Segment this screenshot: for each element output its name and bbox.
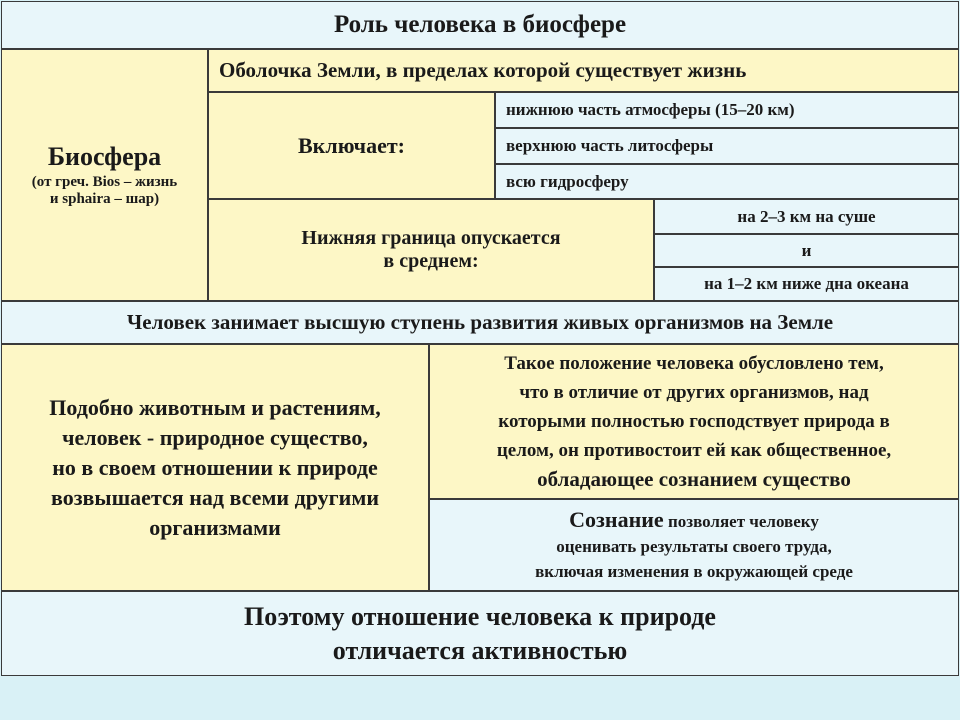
position-line-5: обладающее сознанием существо bbox=[537, 467, 851, 491]
biosphere-cell bbox=[1, 49, 208, 301]
consciousness-term: Сознание bbox=[569, 506, 664, 532]
conclusion-cell bbox=[1, 591, 959, 676]
consciousness-line-3: включая изменения в окружающей среде bbox=[535, 561, 853, 581]
lower-boundary-item-text: и bbox=[801, 240, 812, 260]
lower-boundary-item bbox=[654, 234, 959, 267]
lower-boundary-item-text: на 2–3 км на суше bbox=[737, 206, 876, 226]
position-cell bbox=[429, 344, 959, 499]
definition-cell bbox=[208, 49, 959, 92]
lower-boundary-item-text: на 1–2 км ниже дна океана bbox=[704, 274, 909, 293]
title-cell bbox=[1, 1, 959, 49]
biosphere-etymology-1: (от греч. Bios – жизнь bbox=[31, 174, 178, 190]
human-statement: Человек занимает высшую ступень развития живых организмов на Земле bbox=[126, 310, 834, 334]
nature-being-line-3: но в своем отношении к природе bbox=[52, 454, 378, 480]
position-line-1: Такое положение человека обусловлено тем, bbox=[504, 353, 884, 374]
biosphere-term: Биосфера bbox=[47, 142, 162, 171]
includes-item-text: верхнюю часть литосферы bbox=[506, 136, 714, 155]
consciousness-line-1 bbox=[569, 507, 819, 534]
conclusion-line-2: отличается активностью bbox=[332, 635, 628, 665]
lower-boundary-item bbox=[654, 199, 959, 234]
human-statement-cell bbox=[1, 301, 959, 344]
definition-text: Оболочка Земли, в пределах которой существует жизнь bbox=[219, 58, 747, 82]
includes-label: Включает: bbox=[298, 132, 405, 158]
consciousness-line-1-rest: позволяет человеку bbox=[663, 511, 819, 531]
includes-label-cell bbox=[208, 92, 495, 199]
conclusion-line-1: Поэтому отношение человека к природе bbox=[244, 601, 716, 631]
nature-being-line-1: Подобно животным и растениям, bbox=[49, 394, 381, 420]
includes-item bbox=[495, 128, 959, 164]
position-line-4: целом, он противостоит ей как общественное, bbox=[496, 440, 892, 461]
position-line-3: которыми полностью господствует природа в bbox=[498, 411, 890, 432]
includes-item-text: всю гидросферу bbox=[506, 171, 629, 191]
lower-boundary-label-1: Нижняя граница опускается bbox=[301, 227, 561, 249]
includes-item bbox=[495, 164, 959, 199]
consciousness-line-2: оценивать результаты своего труда, bbox=[556, 536, 832, 556]
includes-item bbox=[495, 92, 959, 128]
nature-being-line-2: человек - природное существо, bbox=[62, 424, 368, 450]
includes-item-text: нижнюю часть атмосферы (15–20 км) bbox=[506, 100, 795, 119]
consciousness-cell bbox=[429, 499, 959, 591]
nature-being-line-5: организмами bbox=[149, 514, 281, 540]
lower-boundary-label-2: в среднем: bbox=[383, 250, 479, 272]
biosphere-etymology-2: и sphaira – шар) bbox=[49, 191, 160, 207]
lower-boundary-item bbox=[654, 267, 959, 301]
position-line-2: что в отличие от других организмов, над bbox=[519, 382, 869, 403]
lower-boundary-label-cell bbox=[208, 199, 654, 301]
page-title: Роль человека в биосфере bbox=[333, 11, 627, 38]
nature-being-line-4: возвышается над всеми другими bbox=[50, 484, 380, 510]
nature-being-cell bbox=[1, 344, 429, 591]
